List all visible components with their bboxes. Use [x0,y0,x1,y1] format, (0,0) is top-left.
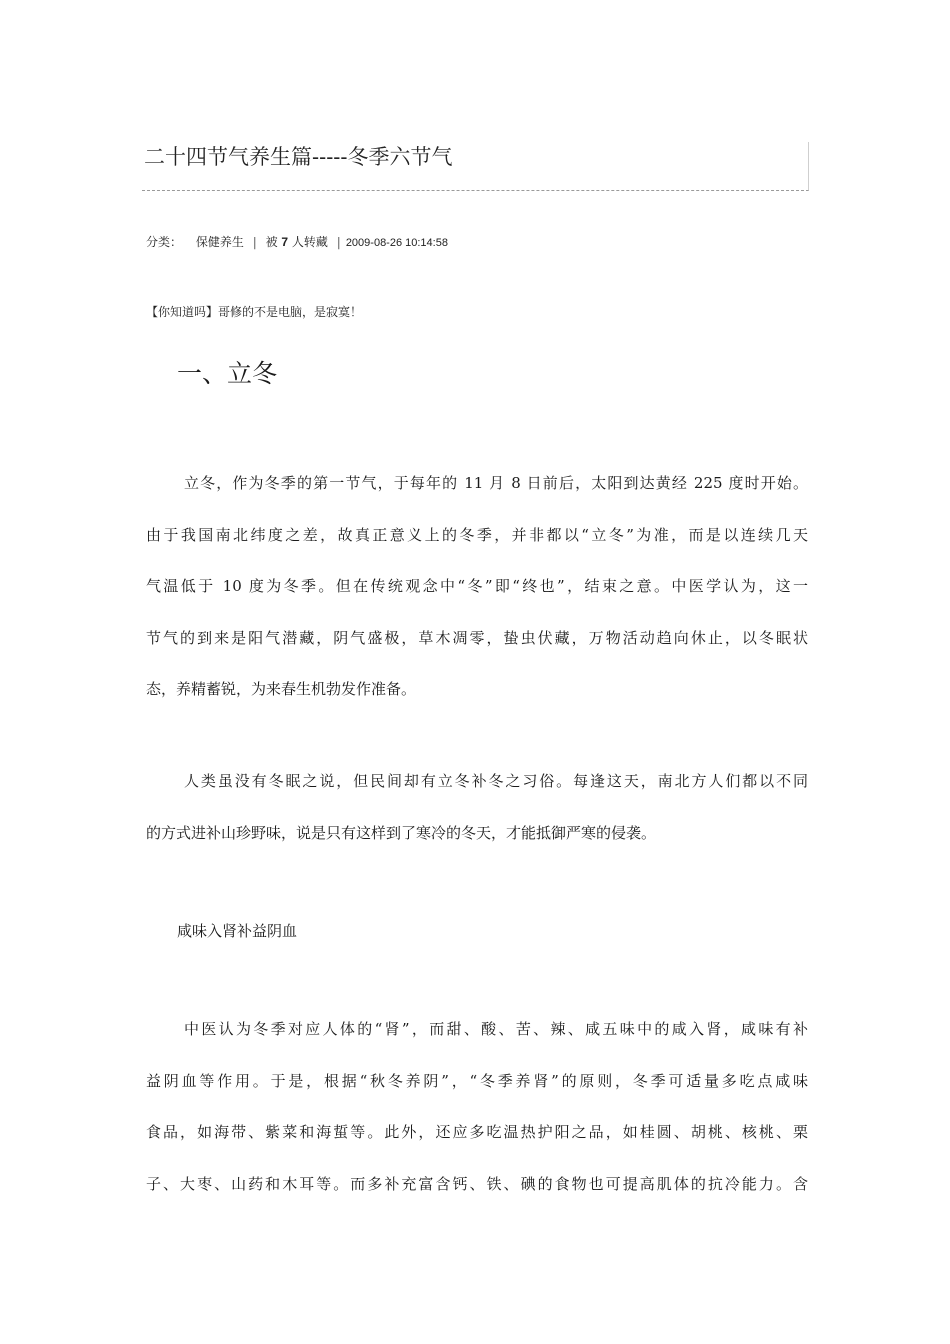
saved-prefix: 被 [265,235,278,249]
paragraph-line: 的方式进补山珍野味，说是只有这样到了寒冷的冬天，才能抵御严寒的侵袭。 [146,823,657,842]
paragraph-line: 人类虽没有冬眠之说，但民间却有立冬补冬之习俗。每逢这天，南北方人们都以不同 [184,772,808,790]
sub-heading: 咸味入肾补益阴血 [177,922,298,940]
notice-text: 【你知道吗】哥修的不是电脑，是寂寞！ [146,305,363,319]
saved-count: 7 [281,235,289,249]
paragraph-line: 中医认为冬季对应人体的“肾”，而甜、酸、苦、辣、咸五味中的咸入肾，咸味有补 [184,1020,808,1038]
paragraph-3 [146,1018,808,1224]
paragraph-line: 益阴血等作用。于是，根据“秋冬养阴”，“冬季养肾”的原则，冬季可适量多吃点咸味 [146,1071,808,1090]
paragraph-2 [146,770,808,873]
paragraph-line: 节气的到来是阳气潜藏，阴气盛极，草木凋零，蛰虫伏藏，万物活动趋向休止，以冬眠状 [146,628,808,647]
paragraph-1 [146,472,808,730]
paragraph-line: 食品，如海带、紫菜和海蜇等。此外，还应多吃温热护阳之品，如桂圆、胡桃、核桃、栗 [146,1123,808,1141]
category-link[interactable]: 保健养生 [195,235,244,249]
paragraph-line: 由于我国南北纬度之差，故真正意义上的冬季，并非都以“立冬”为准，而是以连续几天 [146,525,808,544]
article-meta [146,234,448,251]
title-box [142,142,809,191]
post-date: 2009-08-26 10:14:58 [345,237,448,249]
section-heading: 一、立冬 [177,359,278,388]
paragraph-line: 子、大枣、山药和木耳等。而多补充富含钙、铁、碘的食物也可提高肌体的抗冷能力。含 [146,1174,808,1193]
page-title: 二十四节气养生篇-----冬季六节气 [144,145,453,169]
paragraph-line: 气温低于 10 度为冬季。但在传统观念中“冬”即“终也”，结束之意。中医学认为，这一 [146,577,808,595]
saved-suffix[interactable]: 人转藏 [291,235,328,249]
paragraph-line: 态，养精蓄锐，为来春生机勃发作准备。 [146,680,417,698]
paragraph-line: 立冬，作为冬季的第一节气，于每年的 11 月 8 日前后，太阳到达黄经 225 度时开始。 [184,474,808,492]
meta-separator: | [336,235,341,249]
meta-separator: | [252,235,257,249]
category-label: 分类： [146,235,183,249]
